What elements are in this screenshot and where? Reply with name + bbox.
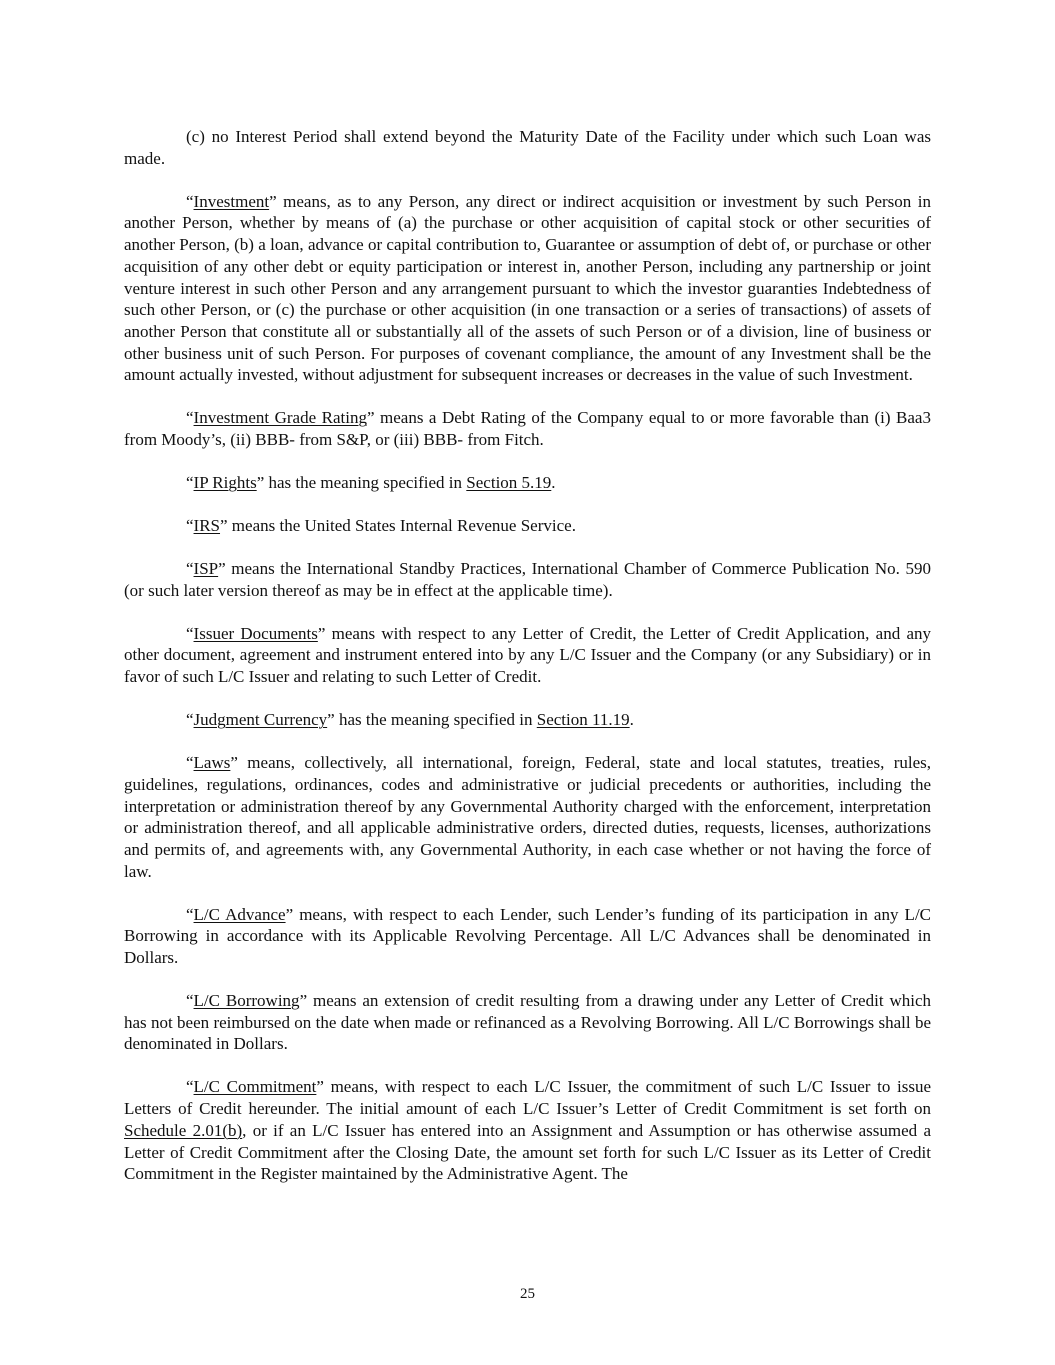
section-reference: Section 5.19: [466, 473, 552, 493]
definition-lc-advance: “L/C Advance” means, with respect to each Lender, such Lender’s funding of its participation in any L/C Borrowing in accordance with its Applicable Revolving Percentage. All L/C Advances shall be denominated in Dollars.: [124, 904, 932, 968]
definition-judgment-currency: “Judgment Currency” has the meaning specified in Section 11.19.: [186, 710, 634, 730]
section-reference: Section 11.19: [536, 710, 630, 730]
document-page: [124, 126, 931, 1206]
defined-term: L/C Borrowing: [193, 991, 300, 1011]
defined-term: IP Rights: [193, 473, 257, 493]
defined-term: L/C Commitment: [193, 1077, 317, 1097]
definition-isp: “ISP” means the International Standby Practices, International Chamber of Commerce Publication No. 590 (or such later version thereof as may be in effect at the applicable time).: [124, 559, 931, 600]
defined-term: IRS: [193, 516, 221, 536]
definition-investment-grade-rating: “Investment Grade Rating” means a Debt Rating of the Company equal to or more favorable than (i) Baa3 from Moody’s, (ii) BBB- from S&P, or (iii) BBB- from Fitch.: [124, 408, 931, 450]
paragraph-interest-period-clause-c: (c) no Interest Period shall extend beyond the Maturity Date of the Facility under which such Loan was made.: [124, 127, 931, 168]
defined-term: Investment Grade Rating: [193, 408, 367, 428]
defined-term: Issuer Documents: [193, 623, 318, 643]
definition-ip-rights: “IP Rights” has the meaning specified in Section 5.19.: [186, 473, 556, 493]
defined-term: L/C Advance: [193, 904, 286, 924]
definition-laws: “Laws” means, collectively, all international, foreign, Federal, state and local statutes, treaties, rules, guidelines, regulations, ordinances, codes and administrative or judicial precedents or authorities, including the interpretation or administration thereof by any Governmental Authority charged with the enforcement, interpretation or administration thereof, and all applicable administrative orders, directed duties, requests, licenses, authorizations and permits of, and agreements with, any Governmental Authority, in each case whether or not having the force of law.: [124, 753, 931, 881]
definition-lc-borrowing: “L/C Borrowing” means an extension of credit resulting from a drawing under any Letter of Credit which has not been reimbursed on the date when made or refinanced as a Revolving Borrowing. All L/C Borrowings shall be denominated in Dollars.: [124, 991, 931, 1054]
schedule-reference: Schedule 2.01(b): [124, 1120, 243, 1140]
defined-term: Judgment Currency: [193, 710, 328, 730]
page-number: 25: [520, 1286, 535, 1302]
definition-investment: “Investment” means, as to any Person, any direct or indirect acquisition or investment by such Person in another Person, whether by means of (a) the purchase or other acquisition of capital stock or other securities of another Person, (b) a loan, advance or capital contribution to, Guarantee or assumption of debt of, or purchase or other acquisition of any other debt or equity participation or interest in, another Person, including any partnership or joint venture interest in such other Person and any arrangement pursuant to which the investor guaranties Indebtedness of such other Person, or (c) the purchase or other acquisition (in one transaction or a series of transactions) of assets of another Person that constitute all or substantially all of the assets of such Person or of a division, line of business or other business unit of such Person. For purposes of covenant compliance, the amount of any Investment shall be the amount actually invested, without adjustment for subsequent increases or decreases in the value of such Investment.: [124, 191, 931, 385]
definition-issuer-documents: “Issuer Documents” means with respect to any Letter of Credit, the Letter of Credit Application, and any other document, agreement and instrument entered into by any L/C Issuer and the Company (or any Subsidiary) or in favor of such L/C Issuer and relating to such Letter of Credit.: [124, 623, 931, 687]
defined-term: Investment: [193, 191, 270, 211]
defined-term: Laws: [193, 753, 231, 773]
definition-lc-commitment: “L/C Commitment” means, with respect to each L/C Issuer, the commitment of such L/C Issuer to issue Letters of Credit hereunder. The initial amount of each L/C Issuer’s Letter of Credit Commitment is set forth on Schedule 2.01(b), or if an L/C Issuer has entered into an Assignment and Assumption or has otherwise assumed a Letter of Credit Commitment after the Closing Date, the amount set forth for such L/C Issuer as its Letter of Credit Commitment in the Register maintained by the Administrative Agent. The: [124, 1077, 931, 1184]
definition-irs: “IRS” means the United States Internal Revenue Service.: [186, 516, 576, 536]
defined-term: ISP: [193, 559, 219, 579]
